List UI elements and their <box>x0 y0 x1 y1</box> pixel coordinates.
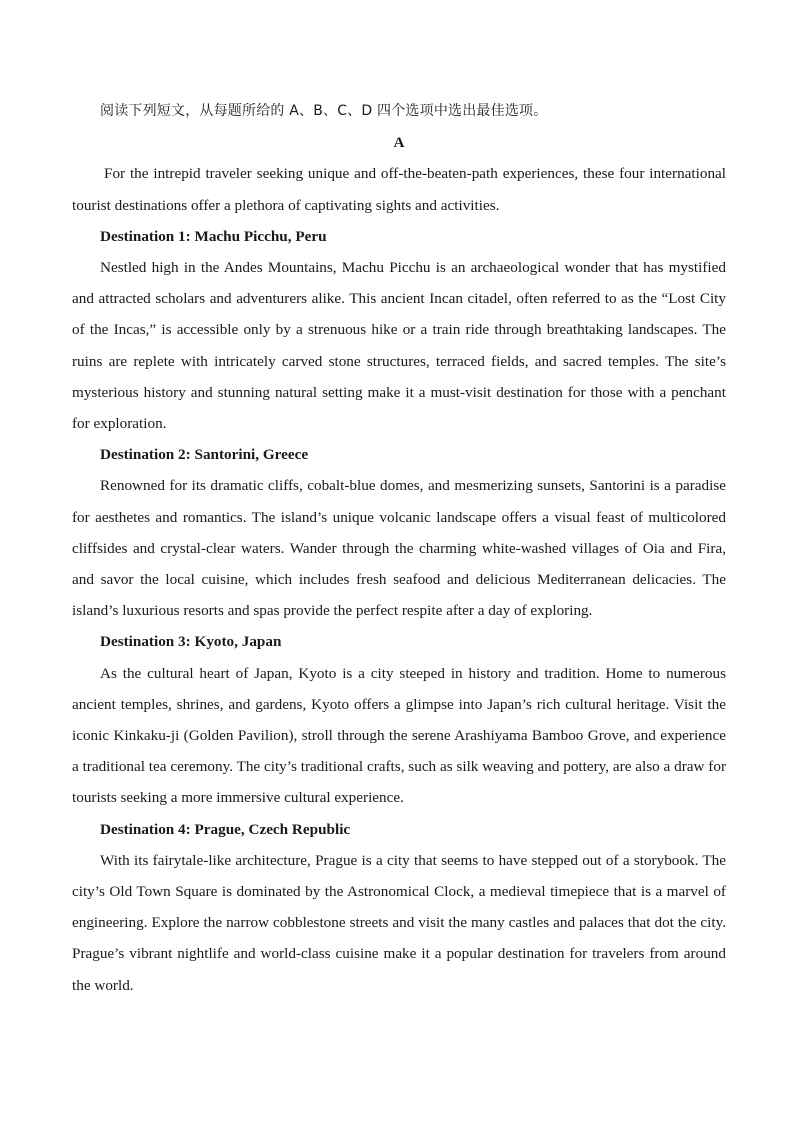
destination-2-heading: Destination 2: Santorini, Greece <box>100 446 309 464</box>
destination-4-heading: Destination 4: Prague, Czech Republic <box>100 820 351 838</box>
destination-2-paragraph: Renowned for its dramatic cliffs, cobalt-blue domes, and mesmerizing sunsets, Santorini is a paradise for aesthetes and romantics. The island’s unique volcanic landscape offers a visual feast of multicolored cliffsides and crystal-clear waters. Wander through the charming white-washed villages of Oia and Fira, and savor the local cuisine, which includes fresh seafood and delicious Mediterranean delicacies. The island’s luxurious resorts and spas provide the perfect respite after a day of exploring. <box>72 477 726 620</box>
destination-3-paragraph: As the cultural heart of Japan, Kyoto is a city steeped in history and tradition. Home to numerous ancient temples, shrines, and gardens, Kyoto offers a glimpse into Japan’s rich cultural heritage. Visit the iconic Kinkaku-ji (Golden Pavilion), stroll through the serene Arashiyama Bamboo Grove, and experience a traditional tea ceremony. The city’s traditional crafts, such as silk weaving and pottery, are also a draw for tourists seeking a more immersive cultural experience. <box>72 664 726 807</box>
destination-4-paragraph: With its fairytale-like architecture, Prague is a city that seems to have stepped out of a storybook. The city’s Old Town Square is dominated by the Astronomical Clock, a medieval timepiece that is a marvel of engineering. Explore the narrow cobblestone streets and visit the many castles and palaces that dot the city. Prague’s vibrant nightlife and world-class cuisine make it a popular destination for travelers from around the world. <box>72 851 726 994</box>
destination-1-paragraph: Nestled high in the Andes Mountains, Machu Picchu is an archaeological wonder that has mystified and attracted scholars and adventurers alike. This ancient Incan citadel, often referred to as the “Lost City of the Incas,” is accessible only by a strenuous hike or a train ride through breathtaking landscapes. The ruins are replete with intricately carved stone structures, terraced fields, and sacred temples. The site’s mysterious history and stunning natural setting make it a must-visit destination for those with a penchant for exploration. <box>72 259 726 433</box>
destination-1-heading: Destination 1: Machu Picchu, Peru <box>100 227 327 245</box>
document-page <box>72 96 726 1001</box>
instruction-text: 阅读下列短文，从每题所给的 A、B、C、D 四个选项中选出最佳选项。 <box>100 103 548 119</box>
section-label: A <box>393 134 405 152</box>
intro-paragraph: For the intrepid traveler seeking unique and off-the-beaten-path experiences, these four international tourist destinations offer a plethora of captivating sights and activities. <box>72 165 726 214</box>
destination-3-heading: Destination 3: Kyoto, Japan <box>100 633 282 651</box>
